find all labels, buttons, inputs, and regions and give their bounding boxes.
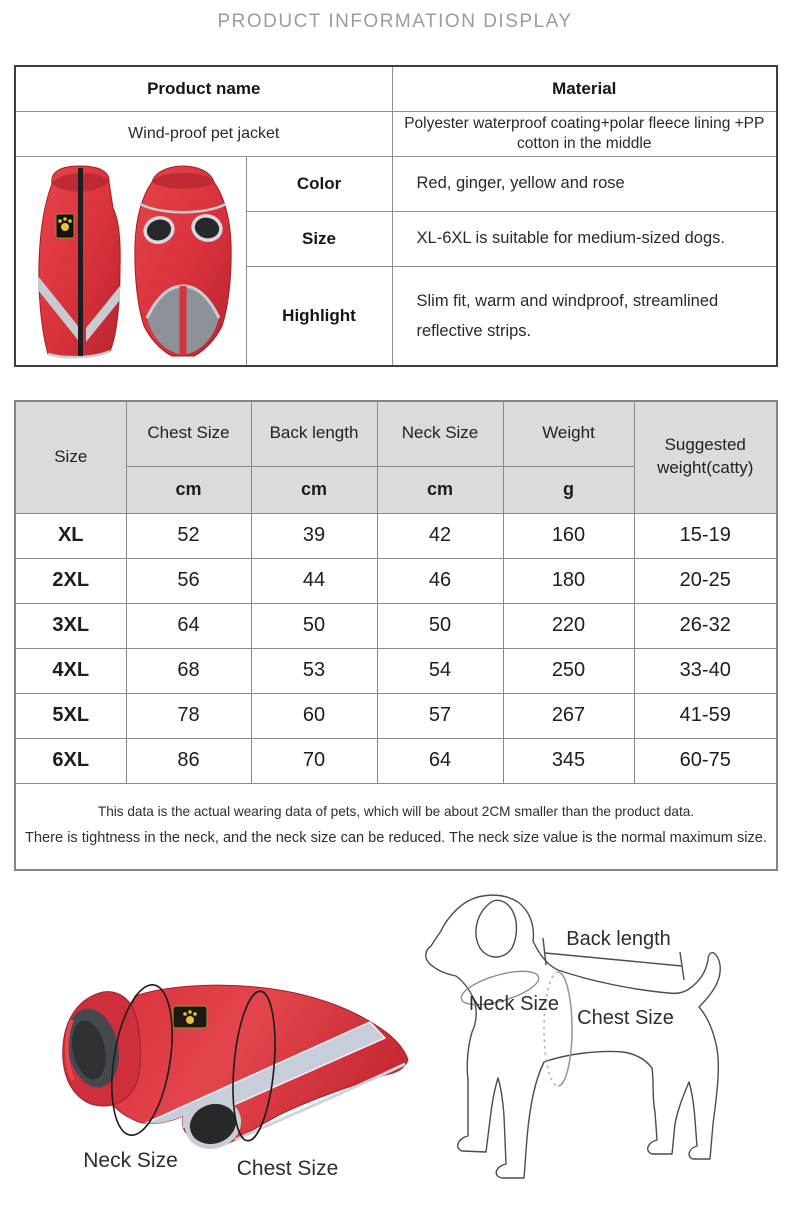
col-header-neck: Neck Size: [377, 401, 503, 466]
cell-neck: 46: [377, 558, 503, 603]
size-value: XL-6XL is suitable for medium-sized dogs.: [392, 211, 777, 266]
table-row: [15, 738, 777, 783]
cell-size: XL: [15, 513, 126, 558]
cell-chest: 78: [126, 693, 251, 738]
col-header-back: Back length: [251, 401, 377, 466]
note-line: This data is the actual wearing data of pets, which will be about 2CM smaller than the product data.: [97, 804, 695, 820]
cell-chest: 68: [126, 648, 251, 693]
dog-neck-size-label: Neck Size: [468, 993, 560, 1015]
cell-weight: 250: [503, 648, 634, 693]
cell-suggested: 26-32: [634, 603, 777, 648]
cell-neck: 64: [377, 738, 503, 783]
cell-size: 4XL: [15, 648, 126, 693]
cell-neck: 42: [377, 513, 503, 558]
table-row: [15, 648, 777, 693]
zipper: [78, 168, 83, 356]
unit-neck: cm: [377, 466, 503, 513]
table-notes: [15, 783, 777, 870]
col-header-chest: Chest Size: [126, 401, 251, 466]
cell-neck: 54: [377, 648, 503, 693]
cell-size: 5XL: [15, 693, 126, 738]
cell-chest: 52: [126, 513, 251, 558]
dog-chest-size-label: Chest Size: [577, 1007, 674, 1029]
unit-chest: cm: [126, 466, 251, 513]
unit-back: cm: [251, 466, 377, 513]
jacket-back-view: [38, 166, 120, 357]
cell-back: 53: [251, 648, 377, 693]
product-name-header: Product name: [15, 66, 392, 111]
cell-chest: 64: [126, 603, 251, 648]
cell-neck: 50: [377, 603, 503, 648]
product-photo: [16, 158, 245, 364]
table-row: [15, 603, 777, 648]
product-info-table: [14, 65, 778, 367]
cell-size: 2XL: [15, 558, 126, 603]
cell-weight: 220: [503, 603, 634, 648]
size-chart-table: [14, 400, 778, 871]
cell-suggested: 20-25: [634, 558, 777, 603]
cell-back: 50: [251, 603, 377, 648]
material-header: Material: [392, 66, 777, 111]
cell-suggested: 15-19: [634, 513, 777, 558]
cell-back: 44: [251, 558, 377, 603]
product-name-value: Wind-proof pet jacket: [15, 111, 392, 156]
col-header-size: Size: [15, 401, 126, 513]
col-header-weight: Weight: [503, 401, 634, 466]
highlight-value: Slim fit, warm and windproof, streamlined reflective strips.: [392, 266, 777, 366]
paw-icon: [56, 214, 74, 238]
material-value: Polyester waterproof coating+polar fleece lining +PP cotton in the middle: [392, 111, 777, 156]
highlight-label: Highlight: [246, 266, 392, 366]
cell-suggested: 33-40: [634, 648, 777, 693]
cell-suggested: 41-59: [634, 693, 777, 738]
color-label: Color: [246, 156, 392, 211]
cell-suggested: 60-75: [634, 738, 777, 783]
cell-weight: 345: [503, 738, 634, 783]
cell-back: 39: [251, 513, 377, 558]
cell-neck: 57: [377, 693, 503, 738]
cell-weight: 180: [503, 558, 634, 603]
jacket-measure-illustration: [15, 958, 415, 1154]
cell-weight: 160: [503, 513, 634, 558]
cell-chest: 86: [126, 738, 251, 783]
cell-back: 60: [251, 693, 377, 738]
jacket-neck-size-label: Neck Size: [83, 1149, 178, 1172]
cell-back: 70: [251, 738, 377, 783]
table-row: [15, 693, 777, 738]
paw-icon: [173, 1006, 207, 1028]
color-value: Red, ginger, yellow and rose: [392, 156, 777, 211]
col-header-suggested: Suggested weight(catty): [634, 401, 777, 513]
table-row: [15, 513, 777, 558]
cell-size: 6XL: [15, 738, 126, 783]
unit-weight: g: [503, 466, 634, 513]
product-photo-cell: [15, 156, 246, 366]
cell-chest: 56: [126, 558, 251, 603]
dog-back-length-label: Back length: [566, 928, 671, 950]
cell-size: 3XL: [15, 603, 126, 648]
jacket-front-view: [135, 166, 231, 356]
size-label: Size: [246, 211, 392, 266]
page-title: PRODUCT INFORMATION DISPLAY: [217, 11, 573, 32]
note-line: There is tightness in the neck, and the neck size can be reduced. The neck size value is the normal maximum size.: [25, 830, 767, 847]
table-row: [15, 558, 777, 603]
jacket-chest-size-label: Chest Size: [236, 1157, 339, 1180]
cell-weight: 267: [503, 693, 634, 738]
